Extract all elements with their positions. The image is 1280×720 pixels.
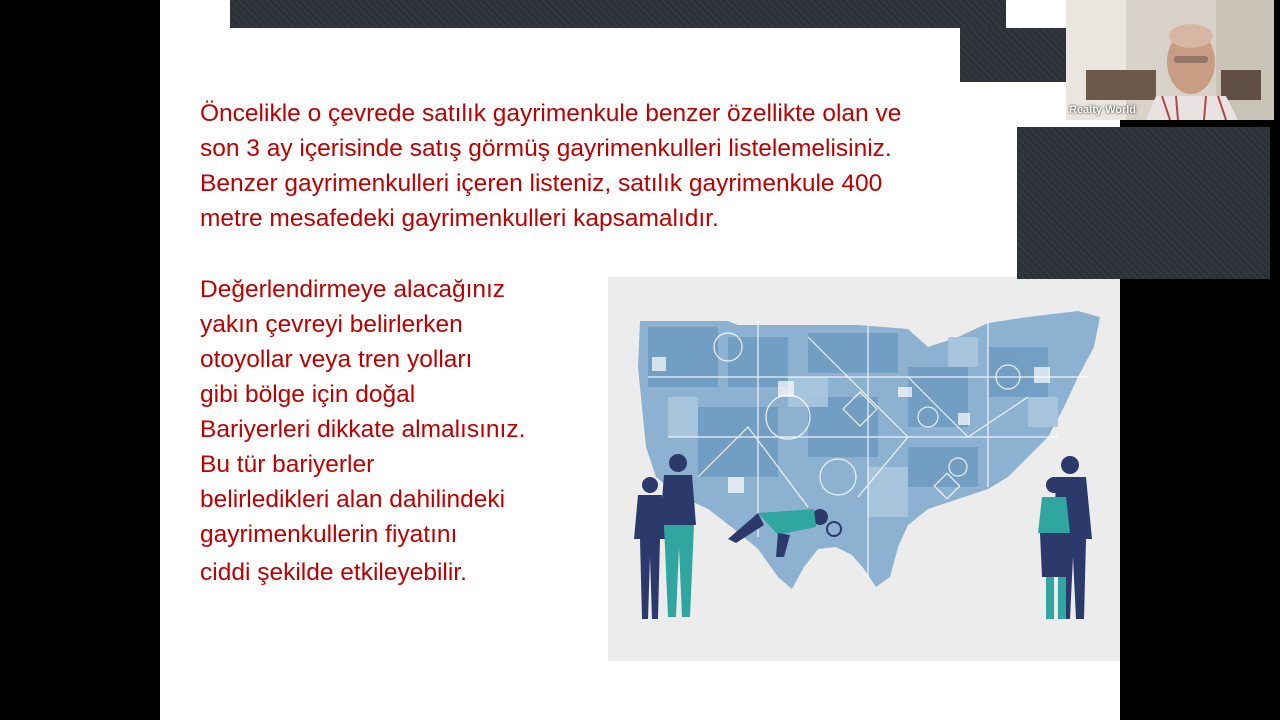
people-right xyxy=(1038,456,1092,619)
paragraph-2-line: otoyollar veya tren yolları xyxy=(200,346,473,373)
paragraph-2-line: Değerlendirmeye alacağınız xyxy=(200,276,506,303)
presentation-slide xyxy=(160,0,1120,720)
participant-video-tile[interactable] xyxy=(1066,0,1274,120)
paragraph-2-line: ciddi şekilde etkileyebilir. xyxy=(200,559,467,586)
paragraph-1-line: son 3 ay içerisinde satış görmüş gayrimenkulleri listelemelisiniz. xyxy=(200,135,892,162)
us-map-illustration xyxy=(608,277,1120,661)
slide-paragraph-2 xyxy=(200,272,525,590)
video-overlay-panel xyxy=(1017,127,1270,279)
paragraph-2-line: Bu tür bariyerler xyxy=(200,451,375,478)
paragraph-2-line: Bariyerleri dikkate almalısınız. xyxy=(200,416,526,443)
paragraph-2-line: belirledikleri alan dahilindeki xyxy=(200,486,506,513)
people-left xyxy=(634,454,696,619)
slide-paragraph-1 xyxy=(200,96,901,236)
paragraph-1-line: Benzer gayrimenkulleri içeren listeniz, satılık gayrimenkule 400 xyxy=(200,170,883,197)
paragraph-2-line: gibi bölge için doğal xyxy=(200,381,416,408)
paragraph-1-line: metre mesafedeki gayrimenkulleri kapsamalıdır. xyxy=(200,205,719,232)
paragraph-2-line: gayrimenkullerin fiyatını xyxy=(200,521,458,548)
participant-name: Realty World xyxy=(1069,104,1137,116)
slide-header-bar xyxy=(230,0,1006,28)
paragraph-2-line: yakın çevreyi belirlerken xyxy=(200,311,463,338)
paragraph-1-line: Öncelikle o çevrede satılık gayrimenkule benzer özellikte olan ve xyxy=(200,100,902,127)
